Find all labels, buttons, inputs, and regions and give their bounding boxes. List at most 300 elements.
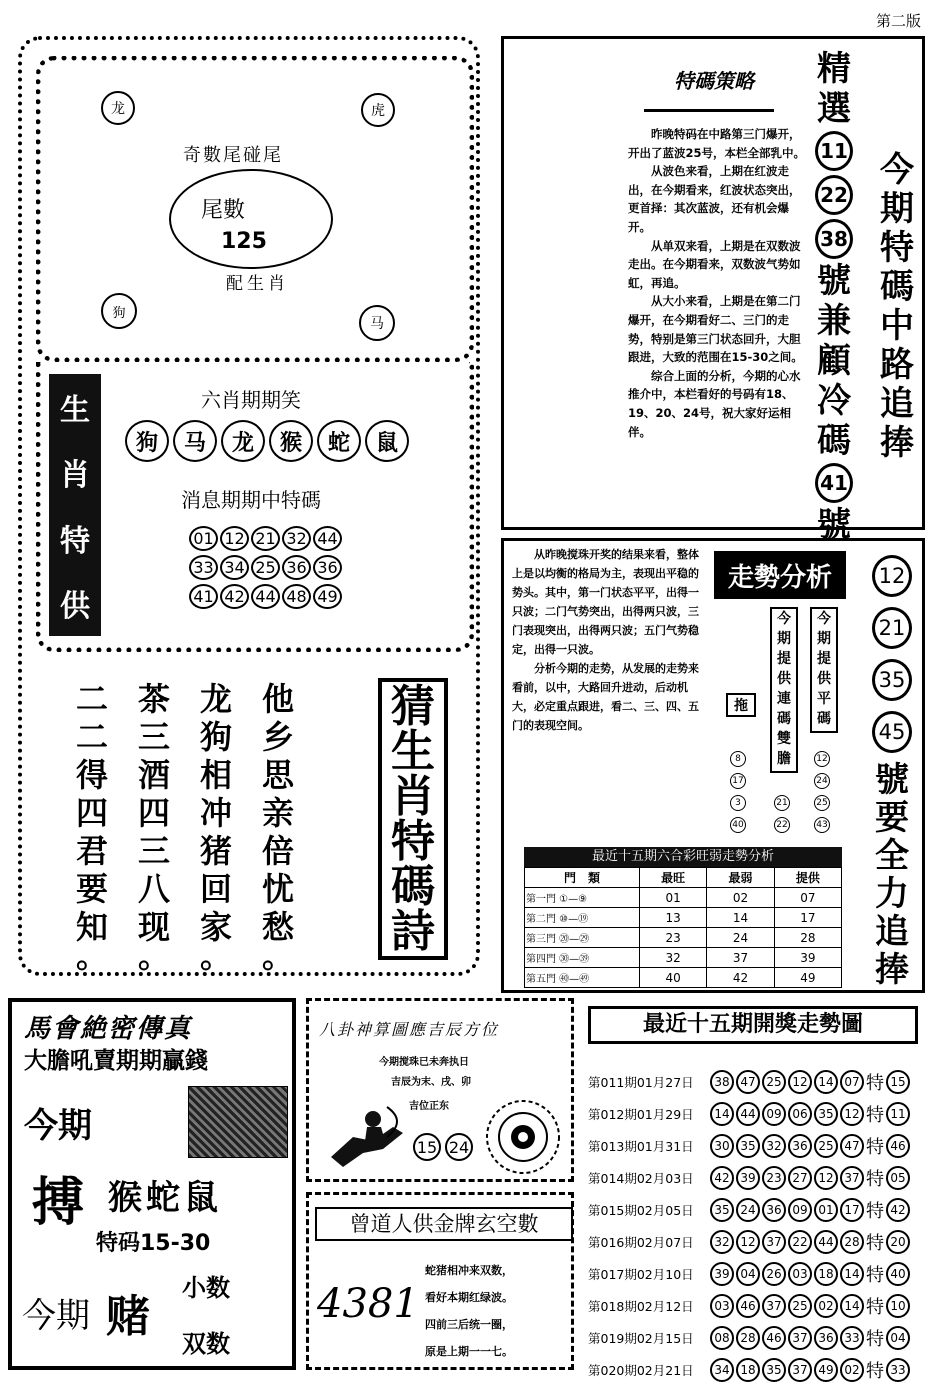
history-row [588,1354,928,1386]
trend-slogan-char: 要 [875,798,909,838]
history-num: 14 [814,1070,838,1094]
history-special: 42 [886,1198,910,1222]
double-num: 22 [774,817,790,833]
history-num: 12 [814,1166,838,1190]
history-num: 46 [762,1326,786,1350]
table-cell: 42 [707,968,774,988]
history-num: 14 [840,1262,864,1286]
history-te: 特 [866,1169,884,1190]
pick-char: 冷 [817,381,851,421]
bagua-line-1: 今期搅珠已未奔执日 [379,1057,469,1068]
table-cell: 37 [707,948,774,968]
poem-char: 二 [76,680,109,718]
flat-num: 25 [814,795,830,811]
side-char-1: 生 [60,392,90,428]
fax-today-2: 今期 [22,1296,90,1336]
history-label: 第016期02月07日 [588,1235,694,1250]
poem-title-char: 特 [391,816,435,867]
history-special: 46 [886,1134,910,1158]
history-num: 03 [788,1262,812,1286]
fax-double: 双数 [182,1330,230,1358]
slogan-char: 捧 [880,423,914,463]
archer-image [323,1097,413,1171]
bagua-title: 八卦神算圖應吉辰方位 [319,1020,500,1039]
strategy-logo [644,65,774,112]
history-num: 14 [710,1102,734,1126]
history-num: 37 [788,1358,812,1382]
trend-slogan-char: 全 [875,836,909,876]
history-label: 第014期02月03日 [588,1171,694,1186]
news-num: 12 [220,526,249,551]
poem-col-1 [262,680,295,975]
poem-title-char: 猜 [391,681,435,732]
news-row-1 [189,526,342,551]
table-cell: 第二門 ⑩—⑲ [525,908,640,928]
poem-char: 冲 [200,794,233,832]
history-num: 02 [840,1358,864,1382]
fax-animals: 猴蛇鼠 [108,1178,222,1218]
table-cell: 49 [774,968,841,988]
fax-line-2: 大膽吼賣期期贏錢 [24,1048,208,1074]
table-cell: 第四門 ㉚—㊴ [525,948,640,968]
trend-table-wrap [524,847,842,988]
history-label: 第019期02月15日 [588,1331,694,1346]
table-cell: 32 [640,948,707,968]
fax-line-1: 馬會絶密傳真 [24,1014,193,1044]
poem-char: 三 [138,718,171,756]
history-num: 18 [736,1358,760,1382]
news-num: 44 [313,526,342,551]
trend-slogan [875,761,909,989]
poem-char: 倍 [262,832,295,870]
poem-char: 。 [262,937,295,975]
flat-num: 24 [814,773,830,789]
table-header: 最弱 [707,868,774,888]
side-char-4: 供 [60,589,90,625]
pick-num: 38 [815,219,853,259]
history-special: 33 [886,1358,910,1382]
slogan-char: 期 [880,189,914,229]
strategy-logo-text: 特碼策略 [674,69,754,93]
history-special: 11 [886,1102,910,1126]
slogan-char: 追 [880,384,914,424]
history-te: 特 [866,1233,884,1254]
col-char: 平 [817,691,831,707]
trend-pick: 35 [872,659,912,701]
poem-char: 三 [138,832,171,870]
gold-line: 蛇猪相冲来双数， [425,1264,513,1277]
poem-char: 茶 [138,680,171,718]
news-num: 21 [251,526,280,551]
poem-char: 亲 [262,794,295,832]
drag-num: 8 [730,751,746,767]
history-num: 49 [814,1358,838,1382]
col-char: 膽 [777,751,791,767]
slogan-char: 特 [880,228,914,268]
news-title: 消息期期中特碼 [181,488,321,512]
history-row [588,1162,928,1194]
trend-table-title: 最近十五期六合彩旺弱走勢分析 [524,847,842,867]
news-num: 34 [220,555,249,580]
gold-line: 四前三后统一圈， [425,1318,513,1331]
history-te: 特 [866,1073,884,1094]
history-row [588,1258,928,1290]
history-num: 06 [788,1102,812,1126]
six-zodiac-6: 鼠 [365,420,409,462]
poem-char: 愁 [262,908,295,946]
history-special: 10 [886,1294,910,1318]
trend-col-double [770,607,798,773]
table-header: 最旺 [640,868,707,888]
poem-char: 狗 [200,718,233,756]
news-num: 44 [251,584,280,609]
poem-char: 相 [200,756,233,794]
zodiac-box [36,362,474,652]
fax-panel [8,998,296,1370]
six-zodiac-5: 蛇 [317,420,361,462]
history-num: 22 [788,1230,812,1254]
news-num: 48 [282,584,311,609]
poem-char: 猪 [200,832,233,870]
history-label: 第015期02月05日 [588,1203,694,1218]
trend-para-1: 从昨晚搅珠开奖的结果来看，整体上是以均衡的格局为主，表现出平稳的势头。其中，第一门状态平平，出得一只波；二门气势突出，出得两只波，三门表现突出，出得两只波；五门气势稳定，出得一只波。 [512,548,699,656]
six-zodiac-1: 狗 [125,420,169,462]
trend-col-drag [726,693,756,717]
poem-char: 龙 [200,680,233,718]
history-label: 第012期01月29日 [588,1107,694,1122]
history-num: 12 [736,1230,760,1254]
history-num: 47 [840,1134,864,1158]
history-row [588,1290,928,1322]
history-num: 28 [736,1326,760,1350]
news-num: 36 [282,555,311,580]
history-special: 04 [886,1326,910,1350]
table-row [525,928,842,948]
poem-char: 。 [200,937,233,975]
col-char: 碼 [777,711,791,727]
col-char: 雙 [777,731,791,747]
fax-tema: 特码15-30 [96,1231,211,1256]
poem-char: 知 [76,908,109,946]
trend-picks [862,555,922,989]
trend-col-flat [810,607,838,733]
pick-char: 碼 [817,421,851,461]
six-title: 六肖期期笑 [201,388,301,412]
gold-line: 看好本期红绿波。 [425,1291,513,1304]
trend-table [524,867,842,988]
history-special: 40 [886,1262,910,1286]
trend-panel [501,538,925,993]
poem-col-3 [138,680,171,975]
history-label: 第017期02月10日 [588,1267,694,1282]
poem-char: 他 [262,680,295,718]
history-te: 特 [866,1137,884,1158]
history-num: 24 [736,1198,760,1222]
tail-label: 尾數 [201,198,246,223]
history-num: 03 [710,1294,734,1318]
bagua-diagram [483,1097,563,1177]
poem-char: 现 [138,908,171,946]
strategy-para-2: 从波色来看，上期在红波走出，在今期看来，红波状态突出，更首择：其次蓝波，还有机会爆开。 [628,164,801,234]
history-list [588,1066,928,1386]
table-cell: 17 [774,908,841,928]
poem-char: 君 [76,832,109,870]
double-nums [774,795,790,833]
corner-horse: 马 [359,305,395,341]
pick-num: 22 [815,175,853,215]
table-cell: 第五門 ㊵—㊾ [525,968,640,988]
flat-num: 43 [814,817,830,833]
news-row-2 [189,555,342,580]
corner-dragon: 龙 [101,91,135,125]
poem-title-char: 詩 [391,906,435,957]
history-row [588,1130,928,1162]
table-cell: 40 [640,968,707,988]
history-row [588,1066,928,1098]
slogan-char: 今 [880,150,914,190]
col-char: 提 [777,651,791,667]
history-num: 35 [814,1102,838,1126]
poem-char: 八 [138,870,171,908]
history-num: 25 [762,1070,786,1094]
side-char-3: 特 [60,523,90,559]
poem-char: 家 [200,908,233,946]
col-char: 期 [817,631,831,647]
trend-text [512,545,708,735]
strategy-para-1: 昨晚特码在中路第三门爆开，开出了蓝波25号，本栏全部乳中。 [628,127,806,160]
table-row [525,968,842,988]
history-num: 39 [710,1262,734,1286]
gold-line: 原是上期一一七。 [425,1345,513,1358]
history-te: 特 [866,1201,884,1222]
poem-title-char: 碼 [391,861,435,912]
drag-num: 40 [730,817,746,833]
tail-box [36,56,474,362]
bagua-num-1: 15 [413,1133,441,1161]
gold-title: 曾道人供金牌玄空數 [315,1207,573,1241]
drag-label: 拖 [734,698,748,714]
trend-pick: 45 [872,711,912,753]
flat-nums [814,751,830,833]
poem-char: 四 [138,794,171,832]
history-num: 36 [814,1326,838,1350]
pick-char: 顧 [817,341,851,381]
tail-number: 125 [221,229,267,254]
slogan-char: 中 [880,306,914,346]
table-cell: 13 [640,908,707,928]
flat-num: 12 [814,751,830,767]
news-num: 41 [189,584,218,609]
table-header-row [525,868,842,888]
strategy-slogan [872,151,922,463]
history-row [588,1226,928,1258]
news-num: 49 [313,584,342,609]
poem-char: 思 [262,756,295,794]
col-char: 供 [777,671,791,687]
history-num: 27 [788,1166,812,1190]
history-num: 32 [762,1134,786,1158]
table-cell: 07 [774,888,841,908]
strategy-para-3: 从单双来看，上期是在双数波走出。在今期看来，双数波气势如虹，再追。 [628,238,801,290]
trend-logo: 走勢分析 [714,551,846,599]
trend-slogan-char: 號 [875,760,909,800]
table-row [525,908,842,928]
table-row [525,888,842,908]
history-te: 特 [866,1297,884,1318]
strategy-para-5: 综合上面的分析，今期的心水推介中，本栏看好的号码有18、19、20、24号，祝大家好运相伴。 [628,368,801,439]
pick-num-cold: 41 [815,463,853,503]
poem-char: 酒 [138,756,171,794]
pick-char: 精 [817,49,851,89]
six-zodiac-2: 马 [173,420,217,462]
history-num: 01 [814,1198,838,1222]
history-num: 34 [710,1358,734,1382]
strategy-text [628,125,806,441]
history-num: 35 [710,1198,734,1222]
fax-small: 小数 [182,1274,230,1302]
history-num: 37 [788,1326,812,1350]
history-special: 15 [886,1070,910,1094]
poem-col-4 [76,680,109,975]
table-header: 門 類 [525,868,640,888]
strategy-picks [808,49,860,545]
fax-image [188,1086,288,1158]
slogan-char: 碼 [880,267,914,307]
poem-char: 。 [76,937,109,975]
history-num: 30 [710,1134,734,1158]
history-num: 04 [736,1262,760,1286]
history-te: 特 [866,1105,884,1126]
table-cell: 39 [774,948,841,968]
trend-para-2: 分析今期的走势，从发展的走势来看前，以中，大路回升进动，后动机大，必定重点跟进，看二、三、四、五门的表现空间。 [512,662,699,732]
history-num: 23 [762,1166,786,1190]
history-num: 26 [762,1262,786,1286]
history-num: 35 [762,1358,786,1382]
history-num: 36 [788,1134,812,1158]
col-char: 供 [817,671,831,687]
news-num: 01 [189,526,218,551]
table-cell: 第一門 ①—⑨ [525,888,640,908]
trend-slogan-char: 追 [875,912,909,952]
corner-tiger: 虎 [361,93,395,127]
col-char: 今 [777,611,791,627]
news-num: 36 [313,555,342,580]
history-num: 44 [736,1102,760,1126]
pick-num: 11 [815,131,853,171]
history-num: 12 [788,1070,812,1094]
strategy-para-4: 从大小来看，上期是在第二门爆开，在今期看好二、三门的走势，特别是第三门状态回升，大胆跟进，大致的范围在15-30之间。 [628,294,803,365]
six-zodiac-3: 龙 [221,420,265,462]
history-num: 28 [840,1230,864,1254]
poem-char: 二 [76,718,109,756]
table-cell: 23 [640,928,707,948]
poem-col-2 [200,680,233,975]
pick-char: 選 [817,89,851,129]
history-num: 37 [762,1230,786,1254]
edition-label: 第二版 [876,12,922,30]
history-num: 09 [762,1102,786,1126]
history-num: 25 [788,1294,812,1318]
bagua-num-2: 24 [445,1133,473,1161]
pick-char: 號 [817,505,851,545]
news-numbers [189,526,342,609]
history-row [588,1194,928,1226]
poem-char: 要 [76,870,109,908]
history-special: 20 [886,1230,910,1254]
history-label: 第011期01月27日 [588,1075,694,1090]
tail-oval [169,169,333,269]
history-num: 42 [710,1166,734,1190]
table-header: 提供 [774,868,841,888]
col-char: 碼 [817,711,831,727]
history-num: 02 [814,1294,838,1318]
history-num: 07 [840,1070,864,1094]
history-num: 12 [840,1102,864,1126]
history-title: 最近十五期開獎走勢圖 [588,1006,918,1044]
history-label: 第013期01月31日 [588,1139,694,1154]
fax-today: 今期 [24,1106,92,1146]
col-char: 今 [817,611,831,627]
news-num: 32 [282,526,311,551]
gold-number: 4381 [317,1281,419,1327]
history-row [588,1322,928,1354]
col-char: 連 [777,691,791,707]
trend-pick: 12 [872,555,912,597]
corner-dog: 狗 [101,293,137,329]
gold-lines [425,1257,513,1365]
history-num: 33 [840,1326,864,1350]
double-num: 21 [774,795,790,811]
history-te: 特 [866,1361,884,1382]
bagua-icon [483,1097,563,1177]
history-num: 18 [814,1262,838,1286]
history-label: 第018期02月12日 [588,1299,694,1314]
table-cell: 14 [707,908,774,928]
history-num: 44 [814,1230,838,1254]
six-zodiac-4: 猴 [269,420,313,462]
history-num: 36 [762,1198,786,1222]
news-num: 25 [251,555,280,580]
bagua-line-3: 吉位正东 [409,1101,449,1112]
history-num: 47 [736,1070,760,1094]
poem-title-char: 生 [391,726,435,777]
strategy-panel [501,36,925,545]
history-num: 09 [788,1198,812,1222]
fax-du: 赌 [106,1291,150,1342]
trend-slogan-char: 捧 [875,950,909,990]
history-num: 08 [710,1326,734,1350]
history-num: 35 [736,1134,760,1158]
zodiac-side-block [49,374,101,636]
drag-nums [730,751,746,833]
side-char-2: 肖 [60,458,90,494]
poem-char: 乡 [262,718,295,756]
history-num: 37 [762,1294,786,1318]
col-char: 提 [817,651,831,667]
table-cell: 02 [707,888,774,908]
table-cell: 第三門 ⑳—㉙ [525,928,640,948]
history-te: 特 [866,1329,884,1350]
history-label: 第020期02月21日 [588,1363,694,1378]
history-num: 39 [736,1166,760,1190]
bagua-line-2: 吉辰为末、戌、卯 [391,1077,471,1088]
history-num: 17 [840,1198,864,1222]
table-row [525,948,842,968]
history-special: 05 [886,1166,910,1190]
pick-char: 號 [817,261,851,301]
drag-num: 3 [730,795,746,811]
slogan-char: 路 [880,345,914,385]
